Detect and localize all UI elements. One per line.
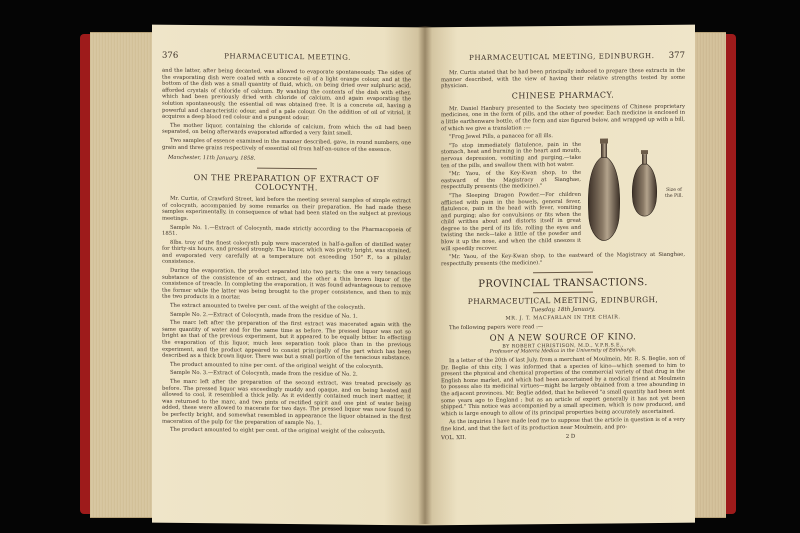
author-affiliation: Professor of Materia Medica in the University of Edinburgh. xyxy=(489,348,637,355)
paragraph: "Frog Jewel Pills, a panacea for all ills. xyxy=(449,133,553,141)
paragraph: The mother liquor, containing the chloride of calcium, from which the oil had been separated, on being afterwards evaporated afforded a very faint smell. xyxy=(162,122,411,138)
signature-mark: 2 D xyxy=(565,433,576,440)
paragraph: Sample No. 1.—Extract of Colocynth, made strictly according to the Pharmacopoeia of 1851. xyxy=(162,224,411,237)
right-page-number: 377 xyxy=(668,50,685,61)
paragraph: As the inquiries I have made lead me to suppose that the article in question is of a very fine kind, and that the fact of its production near Moulmein, and pro- xyxy=(441,417,685,433)
paragraph: 8lbs. troy of the finest colocynth pulp were macerated in half-a-gallon of distilled water for thirty-six hours, and pressed strongly. The liquor, which was pretty bright, was strained, and evaporated very carefully at a temperature not exceeding 150° F., to a pilular consistence. xyxy=(162,239,411,266)
right-running-title: PHARMACEUTICAL MEETING, EDINBURGH. xyxy=(469,52,655,62)
section-divider xyxy=(533,292,593,294)
author-byline: BY ROBERT CHRISTISON, M.D., V.P.R.S.E., xyxy=(502,343,624,350)
paragraph: The product amounted to eight per cent. of the original weight of the colocynth. xyxy=(170,426,386,436)
paragraph: The marc left after the preparation of the second extract, was treated precisely as before. The pressed liquor was exceedingly muddy and opaque, and on being heated and allowed to cool, it resembled a thick jelly. As it evidently contained much inert matter, it was returned to the marc, and two pints of rectified spirit and one pint of water being added, these were allowed to macerate for two days. The pressed liquor was now found to be perfectly bright, and somewhat resembled in appearance the liquor obtained in the first maceration of the pulp for the preparation of sample No. 1. xyxy=(162,378,411,426)
right-running-head xyxy=(441,51,685,64)
paragraph: The marc left after the preparation of the first extract was macerated again with the same quantity of water and for the same time as before. The pressed liquor was not so bright as that of the previous experiment, but it appeared to be equally bitter. In effecting the evaporation of this liquor, much less separation took place than in the previous experiment, and the product appeared to consist principally of the part which has been described as a thick brown liquor. There was but a small portion of the tenacious substance. xyxy=(162,319,411,362)
paragraph: Sample No. 3.—Extract of Colocynth, made from the residue of No. 2. xyxy=(170,370,358,379)
paragraph: During the evaporation, the product separated into two parts; the one a very tenacious substance of the consistence of an extract, and the other a thin brown liquor of the consistence of treacle. In completing the evaporation, it was found advantageous to remove the former while the latter was being brought to the proper consistence, and then to mix the two products in a mortar. xyxy=(162,267,411,301)
chinese-pharmacy-block xyxy=(441,132,685,255)
page-footer xyxy=(441,432,685,441)
earthenware-bottles-icon xyxy=(585,132,665,251)
paragraph: Mr. Daniel Hanbury presented to the Society two specimens of Chinese proprietary medicines, one in the form of pills, and the other of powder. Each medicine is enclosed in a little earthenware bottle, of the form and size figured below, and wrapped up with a bill, of which we give a translation :— xyxy=(441,103,685,132)
section-title: CHINESE PHARMACY. xyxy=(511,90,615,101)
open-book xyxy=(80,26,736,526)
meeting-chair: MR. J. T. MACFARLAN IN THE CHAIR. xyxy=(505,314,621,323)
paragraph: "To stop immediately flatulence, pain in the stomach, heat and burning in the heart and mouth, nervous depression, vomiting and purging,—take ten of the pills, and swallow them with hot water. xyxy=(441,141,581,169)
chinese-pharmacy-text xyxy=(441,133,581,255)
meeting-title: PHARMACEUTICAL MEETING, EDINBURGH, xyxy=(467,295,659,307)
page-stack-left xyxy=(90,32,154,518)
section-title: ON THE PREPARATION OF EXTRACT OF COLOCYNTH. xyxy=(193,173,380,193)
paragraph: "The Sleeping Dragon Powder.—For children afflicted with pain in the bowels, general fever, flatulence, pain in the head with fever, vomiting and purging; also for convulsions or fits when the child writhes about and distorts itself in great degree to the peril of its life, rolling the eyes and twisting the neck—take a little of the powder and blow it up the nose, and when the child sneezes it will speedily recover. xyxy=(441,191,581,252)
section-divider xyxy=(257,168,317,170)
left-page xyxy=(152,25,425,526)
bottle-illustration xyxy=(585,132,685,251)
volume-label: VOL. XII. xyxy=(441,434,467,441)
kino-title: ON A NEW SOURCE OF KINO. xyxy=(489,332,637,344)
left-running-title: PHARMACEUTICAL MEETING. xyxy=(224,52,351,62)
right-page xyxy=(425,25,695,526)
paragraph: Mr. Curtis, of Crawford Street, laid before the meeting several samples of simple extract of colocynth, accompanied by some remarks on their preparation. He had made these samples experimentally, in consequence of what had been stated on the subject at previous meetings. xyxy=(162,195,411,222)
paragraph: Two samples of essence examined in the manner described, gave, in round numbers, one grain and three grains respectively of essential oil from half-an-ounce of the essence. xyxy=(162,137,411,153)
left-page-number: 376 xyxy=(162,50,179,61)
section-divider xyxy=(533,272,593,274)
paragraph: In a letter of the 20th of last July, from a merchant of Moulmein, Mr. R. S. Beglie, son of Dr. Beglie of this city, I was informed that a species of kino—which seemed to him to present the physical and chemical properties of the commercial variety of that drug in the English home market, and which had been ascertained by a medical friend at Moulmein to possess also its medicinal virtues—might be largely obtained from a tree abounding in the adjacent provinces. Mr. Beglie added, that he believed "a small quantity had been sent some years ago to England ; but as an article of export generally it has not yet been shipped." This notice was accompanied by a small specimen, which is now produced, and which is large enough to allow of its principal properties being accurately ascertained. xyxy=(441,355,685,418)
figure-caption: Size of the Pill. xyxy=(665,187,683,199)
paragraph: "Mr. Yaou, of the Key-Kwan shop, to the eastward of the Magistracy at Sianghae, respectfully presents (the medicine)." xyxy=(441,169,581,191)
paragraph: The product amounted to nine per cent. of the original weight of the colocynth. xyxy=(170,361,384,370)
meeting-date: Tuesday, 18th January. xyxy=(530,307,596,314)
paragraph: Mr. Curtis stated that he had been principally induced to prepare these extracts in the manner described, with the view of having their relative strengths tested by some physician. xyxy=(441,67,685,90)
provincial-transactions-title: PROVINCIAL TRANSACTIONS. xyxy=(478,277,648,291)
book-gutter xyxy=(418,26,432,524)
paragraph: The following papers were read :— xyxy=(449,324,544,332)
paragraph: and the latter, after being decanted, was allowed to evaporate spontaneously. The sides of the evaporating dish were coated with a concrete oil of a light orange colour, and at the bottom of the dish was a small quantity of fluid, which, on being dried over sulphuric acid, afforded crystals of chloride of calcium. By washing the contents of the dish with ether, which had been previously dried with chloride of calcium, and again evaporating the solution spontaneously, the essential oil was obtained free. It is a concrete oil, having a powerful and characteristic odour, and of a pale colour. On the addition of oil of vitriol, it acquires a deep blood red colour and a pungent odour. xyxy=(162,67,411,122)
paragraph: The extract amounted to twelve per cent. of the weight of the colocynth. xyxy=(170,302,366,311)
signature-line: Manchester, 11th January, 1858. xyxy=(168,154,256,162)
paragraph: Sample No. 2.—Extract of Colocynth, made from the residue of No. 1. xyxy=(170,311,358,320)
paragraph: "Mr. Yaou, of the Key-Kwan shop, to the eastward of the Magistracy at Sianghae, respectfully presents (the medicine)." xyxy=(441,251,685,268)
left-running-head xyxy=(162,51,411,64)
